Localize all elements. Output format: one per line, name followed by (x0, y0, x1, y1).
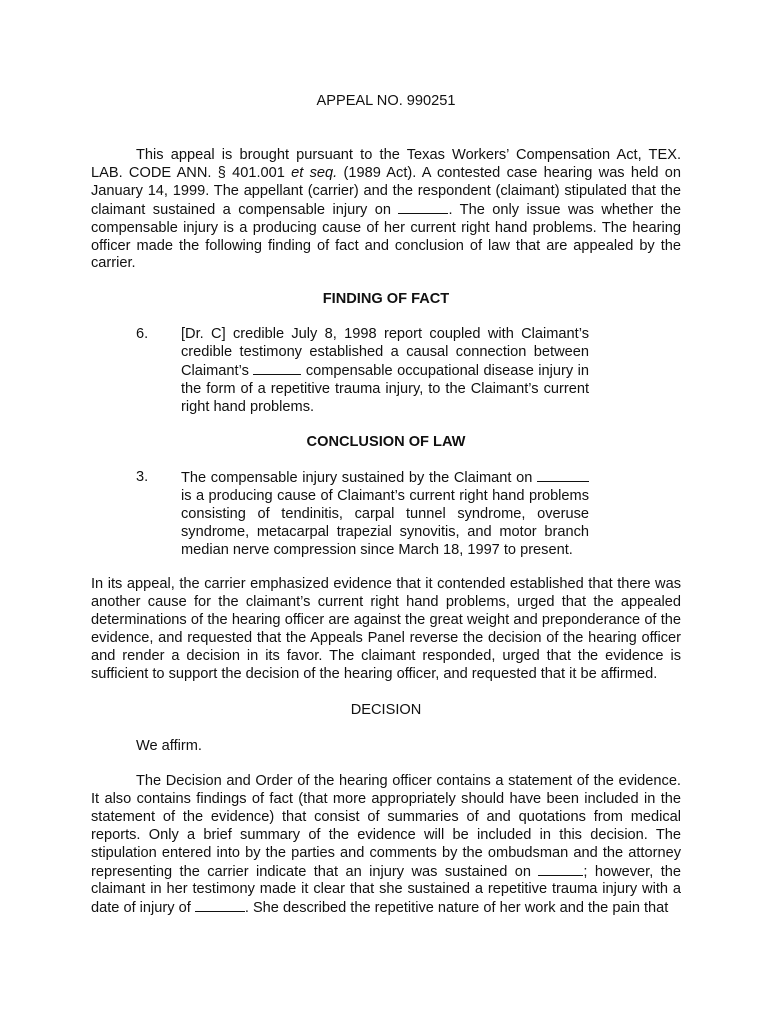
intro-text-1: This appeal is brought pursuant to the Texas Workers’ Compensation Act, TEX. LAB. CODE ANN. § 401.001 (91, 147, 681, 181)
finding-text-a: [Dr. C] credible July 8, 1998 report coupled with Claimant’s credible testimony established a causal connection between Claimant’s (181, 326, 589, 379)
affirm-text: We affirm. (136, 738, 202, 754)
intro-text-3: . The only issue was whether the compensable injury is a producing cause of her current right hand problems. The hearing officer made the following finding of fact and conclusion of law that are appealed by the carrier. (91, 201, 681, 272)
date-blank (195, 899, 245, 912)
finding-text-b: compensable occupational disease injury in the form of a repetitive trauma injury, to the Claimant’s current right hand problems. (181, 362, 590, 415)
conclusion-text-a: The compensable injury sustained by the Claimant on (181, 470, 537, 486)
page-title: APPEAL NO. 990251 (316, 93, 456, 109)
conclusion-number: 3. (136, 469, 149, 485)
decision-text-c: . She described the repetitive nature of her work and the pain that (244, 900, 669, 917)
finding-item (136, 326, 589, 417)
decision-text-b: ; however, the claimant in her testimony made it clear that she sustained a repetitive trauma injury with a date of injury of (91, 863, 681, 917)
conclusion-text-b: is a producing cause of Claimant’s current right hand problems consisting of tendinitis, carpal tunnel syndrome, overuse syndrome, metacarpal trapezial synovitis, and motor branch median nerve compression since March 18, 1997 to present. (181, 487, 589, 558)
date-blank (398, 201, 448, 214)
date-blank (537, 469, 589, 482)
intro-paragraph (91, 147, 681, 273)
conclusion-of-law-heading: CONCLUSION OF LAW (306, 434, 466, 450)
conclusion-body (181, 469, 589, 560)
intro-italic: et seq. (291, 164, 338, 181)
decision-paragraph (91, 773, 681, 918)
date-blank (538, 863, 583, 876)
intro-text-2: (1989 Act). A contested case hearing was held on January 14, 1999. The appellant (carrier) and the respondent (claimant) stipulated that the claimant sustained a compensable injury on (91, 164, 681, 218)
conclusion-item (136, 469, 589, 560)
finding-body (181, 326, 589, 417)
decision-text-a: The Decision and Order of the hearing officer contains a statement of the evidence. It also contains findings of fact (that more appropriately should have been included in the statement of the evidence) that consist of summaries of and quotations from medical reports. Only a brief summary of the evidence will be included in this decision. The stipulation entered into by the parties and comments by the ombudsman and the attorney representing the carrier indicate that an injury was sustained on (91, 773, 681, 880)
affirm-paragraph (91, 738, 681, 756)
finding-of-fact-heading: FINDING OF FACT (322, 291, 450, 307)
decision-heading: DECISION (350, 702, 422, 718)
finding-number: 6. (136, 326, 149, 342)
appeal-paragraph: In its appeal, the carrier emphasized evidence that it contended established that there was another cause for the claimant’s current right hand problems, urged that the appealed determinations of the hearing officer are against the great weight and preponderance of the evidence, and requested that the Appeals Panel reverse the decision of the hearing officer and render a decision in its favor. The claimant responded, urged that the evidence is sufficient to support the decision of the hearing officer, and requested that it be affirmed. (91, 576, 681, 682)
date-blank (253, 362, 301, 375)
